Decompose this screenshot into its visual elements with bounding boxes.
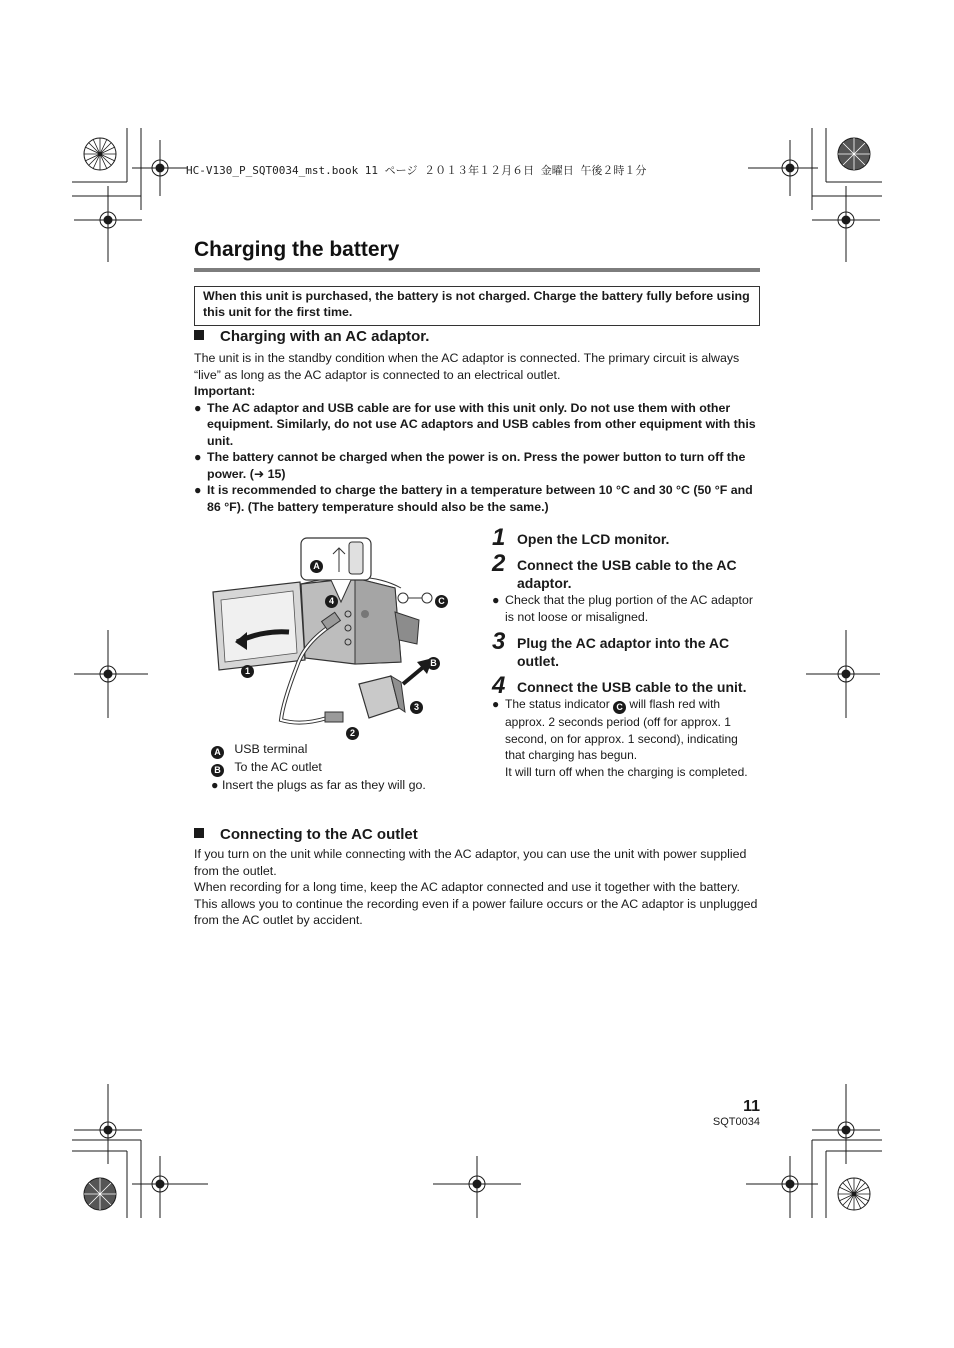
bullet-item: ● The AC adaptor and USB cable are for use with this unit only. Do not use them with other equipment. Similarly, do not use AC adaptors and USB cables from other equipment with this unit. <box>194 400 756 448</box>
marker-1-icon: 1 <box>241 665 254 678</box>
figure-marker-1 <box>241 659 254 678</box>
bullet-icon: ● <box>194 400 202 415</box>
figure-marker-2 <box>346 721 359 740</box>
section-heading-ac-outlet <box>194 826 418 843</box>
square-bullet-icon <box>194 828 204 838</box>
marker-b-icon: B <box>211 764 224 777</box>
figure-marker-4 <box>325 589 338 608</box>
section1-body <box>194 350 762 515</box>
figure-marker-b <box>427 651 440 670</box>
section2-body <box>194 846 764 929</box>
notice-box: When this unit is purchased, the battery is not charged. Charge the battery fully before using this unit for the first time. <box>194 286 760 326</box>
step-text: Open the LCD monitor. <box>517 531 670 547</box>
step-4 <box>492 672 760 780</box>
marker-a-icon: A <box>211 746 224 759</box>
paragraph: If you turn on the unit while connecting with the AC adaptor, you can use the unit with power supplied from the outlet. <box>194 847 747 878</box>
paragraph: When recording for a long time, keep the AC adaptor connected and use it together with the battery. This allows you to continue the recording even if a power failure occurs or the AC adaptor is unplugged from the AC outlet by accident. <box>194 880 758 927</box>
caption-ac-outlet: B To the AC outlet <box>211 759 471 777</box>
section-heading-text: Charging with an AC adaptor. <box>220 328 430 345</box>
step-3 <box>492 628 760 670</box>
bullet-item: ● The battery cannot be charged when the power is on. Press the power button to turn off the power. (➜ 15) <box>194 450 746 481</box>
section-heading-text: Connecting to the AC outlet <box>220 826 418 843</box>
step-number: 3 <box>492 628 506 655</box>
step-note: ● The status indicator C will flash red with approx. 2 seconds period (off for approx. 1 second, on for approx. 1 second), indicating that charging has begun. It will turn off when the charging is completed. <box>492 697 748 779</box>
important-label: Important: <box>194 384 256 398</box>
marker-2-icon: 2 <box>346 727 359 740</box>
figure-captions <box>211 741 471 794</box>
step-note: ● Check that the plug portion of the AC adaptor is not loose or misaligned. <box>492 593 753 624</box>
marker-a-icon: A <box>310 560 323 573</box>
caption-note: ● Insert the plugs as far as they will go. <box>211 778 426 792</box>
bullet-icon: ● <box>194 483 202 497</box>
bullet-icon: ● <box>194 450 202 464</box>
page-footer <box>713 1098 760 1128</box>
step-number: 1 <box>492 524 506 551</box>
bullet-icon: ● <box>492 593 500 607</box>
step-number: 2 <box>492 550 506 577</box>
page-number: 11 <box>743 1098 760 1115</box>
print-header: HC-V130_P_SQT0034_mst.book 11 ページ ２０１３年１２月６日 金曜日 午後２時１分 <box>186 164 647 177</box>
step-text: Connect the USB cable to the unit. <box>517 679 747 695</box>
section-heading-ac-adaptor <box>194 328 429 345</box>
page-code: SQT0034 <box>712 1116 760 1128</box>
bullet-icon: ● <box>211 778 219 792</box>
figure-marker-3 <box>410 695 423 714</box>
figure-marker-c <box>435 589 448 608</box>
bullet-item: ● It is recommended to charge the battery in a temperature between 10 °C and 30 °C (50 °F and 86 °F). (The battery temperature should also be the same.) <box>194 483 753 514</box>
intro-paragraph: The unit is in the standby condition when the AC adaptor is connected. The primary circuit is always “live” as long as the AC adaptor is connected to an electrical outlet. <box>194 351 740 382</box>
title-rule <box>194 268 760 272</box>
bullet-icon: ● <box>492 697 500 711</box>
marker-c-icon: C <box>613 701 626 714</box>
step-number: 4 <box>492 672 506 699</box>
marker-b-icon: B <box>427 657 440 670</box>
marker-c-icon: C <box>435 595 448 608</box>
marker-3-icon: 3 <box>410 701 423 714</box>
caption-usb-terminal: A USB terminal <box>211 741 471 759</box>
page-title: Charging the battery <box>194 238 400 261</box>
step-text: Plug the AC adaptor into the AC outlet. <box>517 635 730 669</box>
step-2 <box>492 550 760 625</box>
marker-4-icon: 4 <box>325 595 338 608</box>
square-bullet-icon <box>194 330 204 340</box>
step-1 <box>492 524 760 551</box>
figure-marker-a <box>310 554 323 573</box>
step-text: Connect the USB cable to the AC adaptor. <box>517 557 737 591</box>
